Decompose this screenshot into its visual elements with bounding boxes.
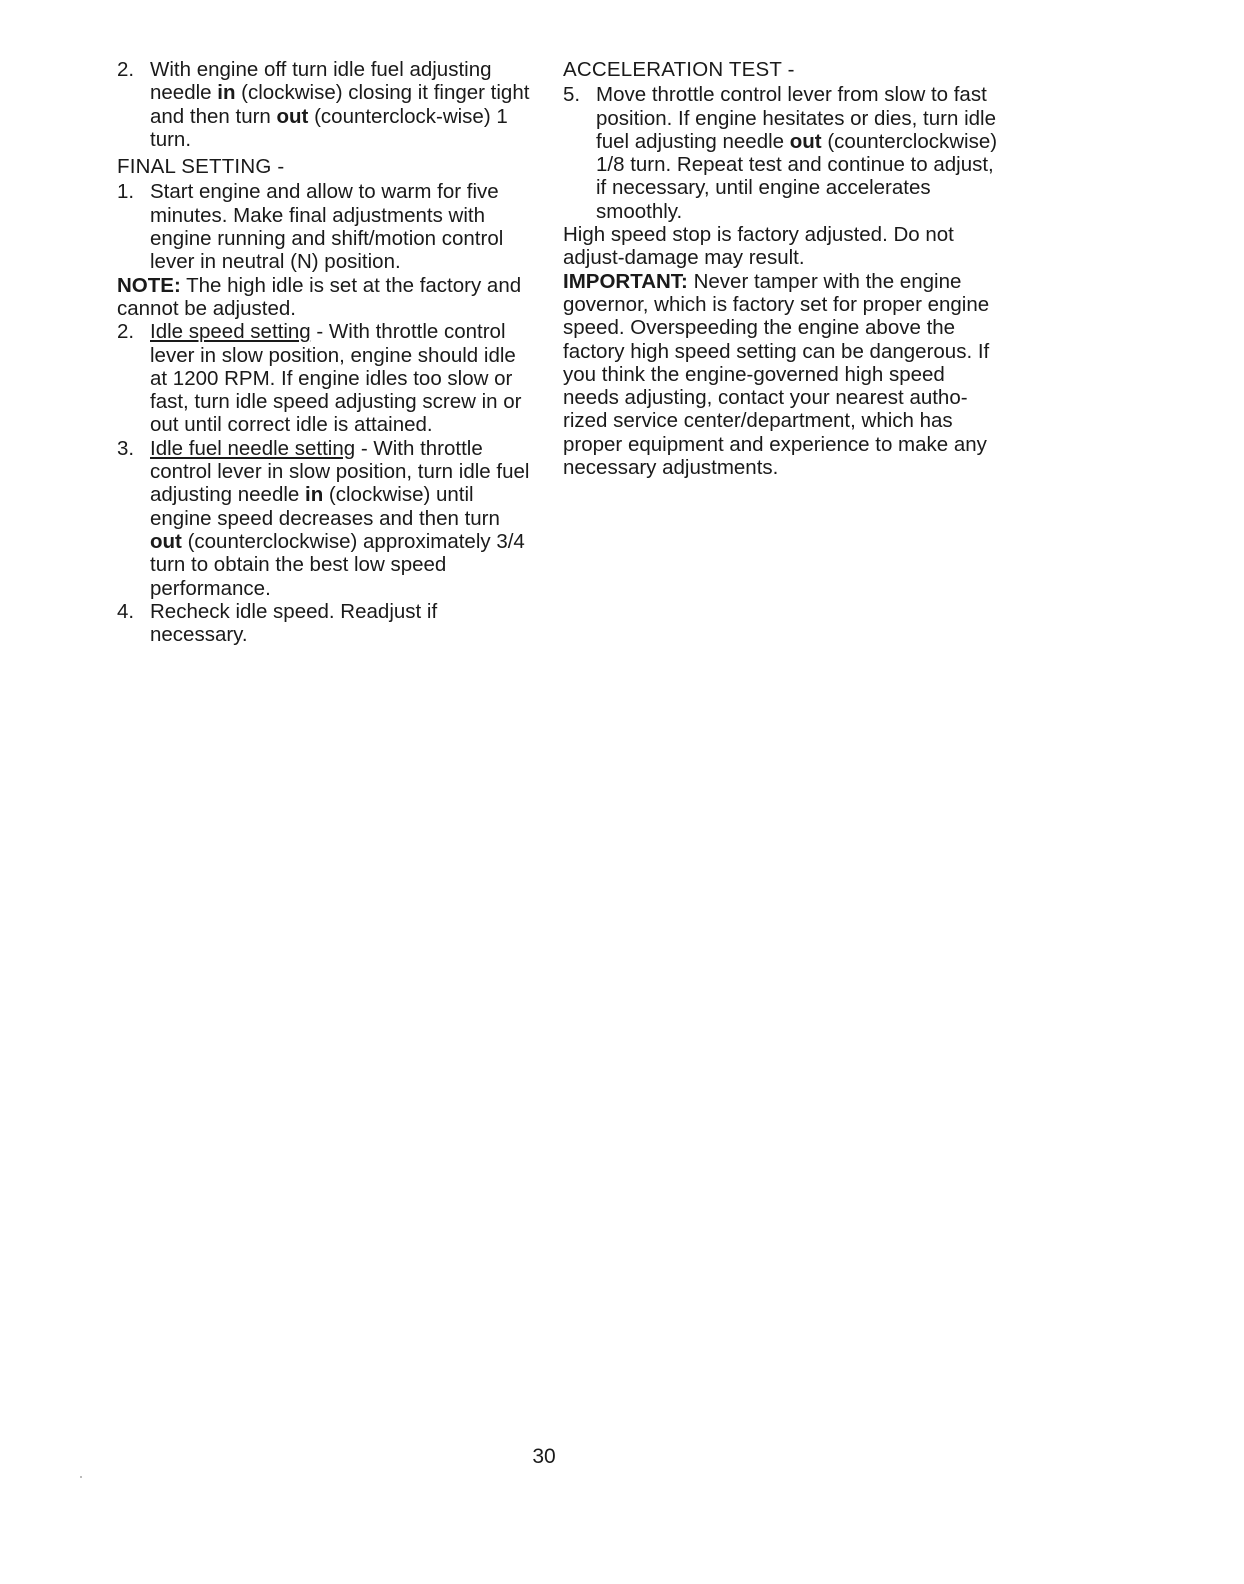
important-label: IMPORTANT: xyxy=(563,269,688,293)
step-number: 1. xyxy=(117,180,135,204)
final-step-1: 1. Start engine and allow to warm for five minutes. Make final adjustments with engine running and shift/motion control lever in neutral (N) position. xyxy=(117,180,504,274)
scan-speck xyxy=(80,1476,82,1478)
acceleration-step-5: 5. Move throttle control lever from slow to fast position. If engine hesitates or dies, turn idle fuel adjusting needle out (counterclockwise) 1/8 turn. Repeat test and continue to adjust, if necessary, until engine accelerates smoothly. xyxy=(563,83,998,223)
final-step-3: 3. Idle fuel needle setting - With throttle control lever in slow position, turn idle fuel adjusting needle in (clockwise) until engine speed decreases and then turn out (counterclockwise) approximately 3/4 turn to obtain the best low speed performance. xyxy=(117,436,530,600)
right-column xyxy=(563,58,1003,479)
bold-out: out xyxy=(276,104,309,128)
important-paragraph: IMPORTANT: Never tamper with the engine governor, which is factory set for proper engine speed. Overspeeding the engine above the factory high speed setting can be dangerous. If you think the engine-governed high speed needs adjusting, contact your nearest autho-rized service center/department, which has proper equipment and experience to make any necessary adjustments. xyxy=(563,269,990,480)
final-step-4: 4. Recheck idle speed. Readjust if necessary. xyxy=(117,599,438,647)
bold-in: in xyxy=(305,483,324,507)
step-number: 2. xyxy=(117,320,135,344)
bold-out: out xyxy=(150,529,182,553)
page-number: 30 xyxy=(532,1445,556,1468)
note-label: NOTE: xyxy=(117,273,181,297)
bold-out: out xyxy=(789,129,822,153)
acceleration-test-heading: ACCELERATION TEST - xyxy=(563,58,795,81)
final-setting-heading: FINAL SETTING - xyxy=(117,155,285,179)
idle-speed-setting-title: Idle speed setting xyxy=(150,320,311,344)
step-2-needle-preset: 2. With engine off turn idle fuel adjusting needle in (clockwise) closing it finger tight and then turn out (counterclock-wise) 1 turn. xyxy=(117,58,530,151)
step-number: 5. xyxy=(563,83,581,107)
step-number: 4. xyxy=(117,599,135,623)
step-number: 2. xyxy=(117,58,135,81)
note-paragraph: NOTE: The high idle is set at the factory and cannot be adjusted. xyxy=(117,273,522,320)
bold-in: in xyxy=(217,81,236,105)
final-step-2: 2. Idle speed setting - With throttle control lever in slow position, engine should idle at 1200 RPM. If engine idles too slow or fast, turn idle speed adjusting screw in or out until correct idle is attained. xyxy=(117,320,522,437)
left-column xyxy=(117,58,535,646)
step-number: 3. xyxy=(117,436,135,460)
high-speed-stop-paragraph: High speed stop is factory adjusted. Do not adjust-damage may result. xyxy=(563,223,954,270)
idle-fuel-needle-setting-title: Idle fuel needle setting xyxy=(150,436,356,460)
